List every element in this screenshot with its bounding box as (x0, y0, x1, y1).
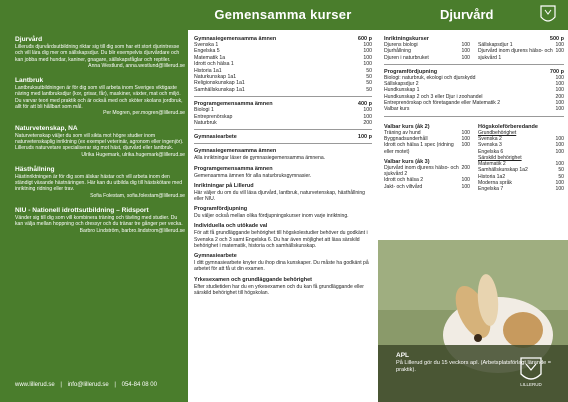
course-points: 50 (366, 74, 372, 81)
course-row-name: Historia 1a2 (478, 173, 506, 180)
course-name: Naturbruk (194, 120, 217, 127)
program-description: Lillerud́s djurvårdsutbildning riktar sig till dig som har ett stort djurintresse och vill lära dig mer om sällskapsdjur. Du blir exempelvis djurvårdare och kan jobba med hundar, kaniner, gnagare, sällskapsfåglar och reptiler. (15, 44, 180, 63)
info-heading: Individuella och utökade val (194, 223, 268, 230)
course-name: Engelska 5 (194, 48, 220, 55)
animal-care-title: Djurvård (440, 7, 494, 22)
apl-title: APL (396, 352, 409, 359)
course-row-points: 100 (555, 161, 564, 168)
course-group-header (194, 134, 372, 140)
course-row-points: 100 (555, 135, 564, 142)
course-row (478, 186, 564, 192)
course-row (194, 120, 372, 126)
course-group-points: 100 p (357, 134, 372, 141)
course-name: Biologi 1 (194, 107, 214, 114)
section-divider (194, 143, 372, 144)
valbar2-header-title: Valbar kurs (åk 2) (384, 123, 430, 130)
course-row-name: Byggnadsunderhåll (384, 135, 428, 142)
program-contact: Sofia Folestam, sofia.folestam@lillerud.se (90, 192, 185, 199)
hogskola-header-title: Högskoleförberedande (478, 123, 538, 130)
inriktning-left (384, 42, 470, 61)
info-text: Du väljer också mellan olika fördjupningskurser inom varje inriktning. (194, 213, 349, 220)
course-row-name: Samhällskunskap 1a2 (478, 167, 528, 174)
program-contact: Per Mogren, per.mogren@lillerud.se (103, 110, 185, 117)
course-row-points: 100 (461, 42, 470, 48)
info-text: Alla inriktningar läser de gymnasiegemensamma ämnena. (194, 155, 326, 162)
course-row-name: Svenska 2 (478, 135, 502, 142)
valbar3-list (384, 165, 470, 190)
hogskola-list (478, 130, 564, 193)
animal-care-column (378, 0, 568, 402)
course-row-name: Biologi: naturbruk, ekologi och djurskydd (384, 74, 476, 81)
course-group-title: Gymnasiearbete (194, 134, 237, 141)
program-title: Djurvård (15, 36, 43, 43)
course-row-name: Entreprenörskap och företagande eller Matematik 2 (384, 100, 501, 107)
course-row-name: Träning av hund (384, 129, 421, 136)
grund-subheading: Grundbehörighet (478, 129, 517, 136)
course-row-name: Moderna språk (478, 180, 512, 187)
course-points: 100 (363, 48, 372, 55)
program-description: Vänder sig till dig som vill kombinera träning och tävling med studier. Du kan välja mellan hoppning och dressyr och du tränar tre gånger per vecka. (15, 215, 183, 228)
course-row-name: Engelska 7 (478, 186, 504, 193)
course-points: 50 (366, 80, 372, 87)
program-description: Hästinriktningen är för dig som älskar hästar och vill arbeta inom den ständigt växande hästnäringen. Här kan du utbilda dig till hästskötare med inriktning ridning eller trav. (15, 173, 183, 193)
program-title: Hästhållning (15, 165, 55, 173)
info-block (194, 148, 372, 295)
course-group-points: 400 p (357, 101, 372, 108)
contact-footer: www.lillerud.se | info@lillerud.se | 054-84 08 00 (15, 382, 157, 388)
course-row-points: 100 (461, 135, 470, 142)
course-row-points: 100 (555, 42, 564, 48)
course-row-points: 100 (555, 106, 564, 113)
info-text: Gemensamma ämnen för alla naturbruksgymnasier. (194, 172, 312, 179)
program-description: Naturvetenskap väljer du som vill sikta mot högre studier inom naturvetenskaplig inriktning (ex exempel veterinär, agronom eller ingenjör). Lilleruds naturvetare specialiserar sig mot häst, djurvård eller lantbruk. (15, 132, 184, 152)
course-points: 100 (363, 107, 372, 114)
info-heading: Inriktningar på Lillerud (194, 182, 254, 189)
program-section (15, 207, 185, 234)
programs-column (0, 0, 188, 402)
program-contact: Anna Westlund, anna.westlund@lillerud.se (88, 62, 185, 69)
course-name: Samhällskunskap 1a1 (194, 86, 245, 93)
course-row-points: 100 (461, 129, 470, 136)
course-row-points: 100 (461, 54, 470, 61)
course-row-name: Djurhållning (384, 48, 411, 55)
course-row-points: 50 (558, 173, 564, 180)
course-row-name: Sällskapsdjur 2 (384, 81, 419, 88)
course-row-name: Idrott och hälsa 1 spec (ridning eller motet) (384, 142, 454, 155)
course-name: Matematik 1a (194, 54, 226, 61)
common-courses-title: Gemensamma kurser (214, 7, 352, 22)
info-heading: Gymnasiegemensamma ämnen (194, 148, 277, 155)
program-title: Lantbruk (15, 77, 44, 85)
course-row-points: 100 (461, 183, 470, 190)
course-row-points: 200 (555, 93, 564, 100)
course-name: Svenska 1 (194, 42, 219, 48)
program-sections (15, 36, 185, 242)
course-row-name: Djuren i naturbruket (384, 54, 429, 61)
course-points: 200 (363, 120, 372, 127)
course-row-points: 100 (555, 186, 564, 193)
course-row-name: Engelska 6 (478, 148, 504, 155)
course-group-title: Gymnasiegemensamma ämnen (194, 36, 277, 42)
lillerud-logo-icon (538, 4, 558, 26)
program-section (15, 77, 185, 116)
info-text: Här väljer du om du vill läsa djurvård, lantbruk, naturvetenskap, hästhållning eller NIU. (194, 189, 366, 203)
course-row-points: 100 (555, 148, 564, 155)
course-row-name: Hundkunskap 1 (384, 87, 420, 94)
course-row-points: 100 (555, 180, 564, 187)
course-points: 100 (363, 113, 372, 120)
elective-right (478, 120, 564, 193)
course-group-points: 600 p (357, 36, 372, 42)
info-text: För att få grundläggande behörighet till högskolestudier behöver du godkänt i Svenska 2 och 3 samt Engelska 6. Du har även möjlighet att läsa särskild behörighet i matematik, historia och samhällskunskap. (194, 230, 368, 249)
animal-care-banner (378, 0, 568, 30)
course-row-points: 100 (555, 81, 564, 88)
course-row (194, 87, 372, 93)
course-row-points: 100 (461, 142, 470, 149)
course-name: Historia 1a1 (194, 67, 222, 74)
inriktning-grid (384, 42, 564, 61)
course-name: Naturkunskap 1a1 (194, 74, 237, 81)
course-row-name: Matematik 2 (478, 161, 506, 168)
course-row-name: Hundkunskap 2 och 3 eller Djur i zoohandel (384, 93, 483, 100)
course-row-points: 100 (461, 48, 470, 55)
course-row-name: Djurvård inom djurens hälso- och sjukvård 1 (478, 48, 553, 61)
course-points: 100 (363, 42, 372, 48)
course-row (384, 184, 470, 190)
course-points: 50 (366, 86, 372, 93)
course-row-points: 100 (555, 87, 564, 94)
lillerud-crest-icon (518, 356, 544, 388)
program-section (15, 166, 185, 199)
course-row-name: Djurvård inom djurens hälso- och sjukvård 2 (384, 164, 459, 178)
course-row-name: Djurens biologi (384, 42, 418, 48)
course-row-name: Valbar kurs (384, 106, 410, 113)
animal-care-body (384, 32, 564, 193)
course-row (384, 55, 470, 61)
elective-left (384, 120, 470, 193)
program-title: NIU - Nationell idrottsutbildning – Ridsport (15, 207, 149, 215)
info-heading: Gymnasiearbete (194, 253, 237, 260)
program-section (15, 36, 185, 69)
elective-grid (384, 120, 564, 193)
course-row-points: 100 (461, 177, 470, 184)
crest-text: LILLERUD (520, 382, 542, 387)
program-description: Lantbruksutbildningen är för dig som vill arbeta inom Sveriges viktigaste näring med lantbruksdjur (kor, grisar, får), maskiner, växter, mat och miljö. Du varvar teori med praktik och är också med och sköter skolans jordbruk, allt för att bli hållbart som mål. (15, 85, 183, 111)
info-text: I ditt gymnasiearbete knyter du ihop dina kunskaper. Du måste ha godkänt på arbetet för att få ut din examen. (194, 260, 369, 273)
course-row-name: Jakt- och viltvård (384, 183, 423, 190)
fordjupning-header-points: 700 p (549, 68, 564, 75)
common-courses-banner (188, 0, 378, 30)
program-contact: Ulrika Hugemark, ulrika.hugemark@lillerud.se (81, 151, 185, 158)
apl-text: På Lillerud gör du 15 veckors apl. (Arbetsplatsförlagt lärande = praktik). (396, 360, 552, 373)
common-courses-column (188, 0, 378, 402)
inriktning-header-points: 500 p (549, 36, 564, 42)
course-name: Entreprenörskap (194, 113, 233, 120)
fordjupning-header-title: Programfördjupning (384, 68, 438, 75)
course-row (478, 48, 564, 61)
website-link[interactable]: www.lillerud.se (15, 382, 55, 388)
common-courses-body (194, 32, 372, 296)
course-points: 100 (363, 61, 372, 68)
course-row-points: 100 (555, 74, 564, 81)
info-text: Efter studietiden har du en yrkesexamen och du kan få grundläggande eller särskild behörighet till högskolan. (194, 283, 364, 296)
course-row (384, 165, 470, 178)
section-divider (384, 64, 564, 65)
course-row-points: 50 (558, 167, 564, 174)
inriktning-header-title: Inriktningskurser (384, 36, 429, 42)
course-row-points: 200 (461, 164, 470, 171)
course-points: 50 (366, 67, 372, 74)
course-name: Idrott och hälsa 1 (194, 61, 234, 68)
program-title: Naturvetenskap, NA (15, 124, 78, 132)
valbar2-list (384, 130, 470, 155)
course-row-points: 100 (555, 142, 564, 149)
section-divider (194, 129, 372, 130)
course-name: Religionskunskap 1a1 (194, 80, 245, 87)
email-link[interactable]: info@lillerud.se (67, 382, 109, 388)
fordjupning-list (384, 75, 564, 113)
course-group-title: Programgemensamma ämnen (194, 101, 273, 108)
course-row (384, 106, 564, 112)
phone-number: 054-84 08 00 (121, 382, 157, 388)
section-divider (194, 96, 372, 97)
course-row-points: 100 (555, 48, 564, 55)
course-row (384, 142, 470, 155)
course-row-name: Svenska 3 (478, 142, 502, 149)
program-contact: Barbro Lindström, barbro.lindstrom@lillerud.se (79, 227, 185, 234)
sarskild-subheading: Särskild behörighet (478, 154, 522, 161)
course-points: 100 (363, 54, 372, 61)
section-divider (384, 116, 564, 117)
course-row-name: Sällskapsdjur 1 (478, 42, 513, 48)
valbar3-header-title: Valbar kurs (åk 3) (384, 158, 430, 165)
info-heading: Programgemensamma ämnen (194, 165, 273, 172)
program-section (15, 125, 185, 158)
inriktning-right (478, 42, 564, 61)
info-heading: Yrkesexamen och grundläggande behörighet (194, 276, 312, 283)
course-row-name: Idrott och hälsa 2 (384, 177, 424, 184)
info-heading: Programfördjupning (194, 206, 248, 213)
course-row-points: 100 (555, 100, 564, 107)
